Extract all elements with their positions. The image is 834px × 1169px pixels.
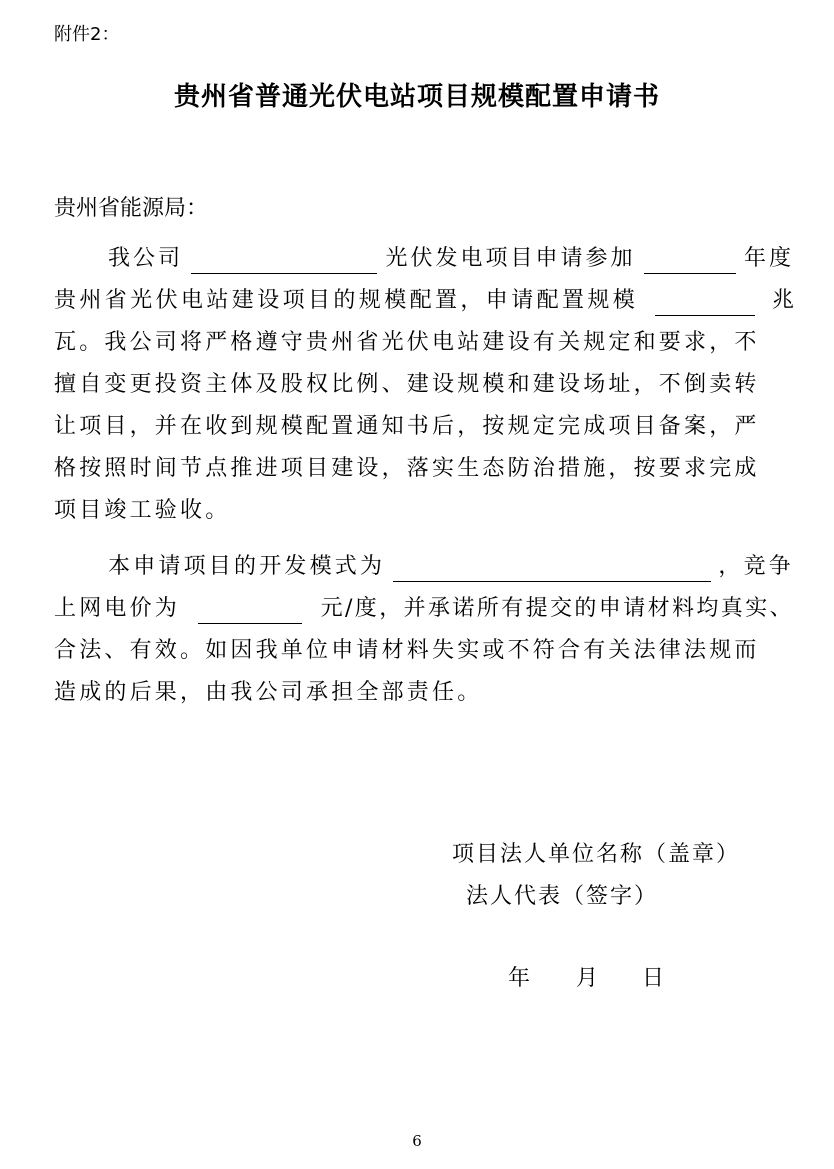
salutation: 贵州省能源局： [54,196,209,221]
paragraph-2-line-4: 造成的后果，由我公司承担全部责任。 [54,680,483,705]
legal-representative-label: 法人代表（签字） [466,884,659,909]
year-blank[interactable] [644,249,736,274]
paragraph-1-line-7: 项目竣工验收。 [54,498,231,523]
page-number: 6 [412,1132,422,1150]
megawatt-label-start: 兆 [771,288,794,313]
price-label: 上网电价为 [54,596,181,621]
competitive-text: ，竞争 [718,554,794,579]
date-month-label: 月 [576,966,601,991]
project-apply-text: 光伏发电项目申请参加 [385,246,636,271]
company-name-blank[interactable] [191,249,377,274]
paragraph-1-line-4: 擅自变更投资主体及股权比例、建设规模和建设场址，不倒卖转 [54,372,760,397]
company-label: 我公司 [108,246,184,271]
paragraph-2-line-1 [54,552,794,582]
paragraph-1-line-5: 让项目，并在收到规模配置通知书后，按规定完成项目备案，严 [54,414,760,439]
paragraph-2-line-2 [54,594,794,624]
document-title: 贵州省普通光伏电站项目规模配置申请书 [173,82,660,112]
paragraph-2-line-3: 合法、有效。如因我单位申请材料失实或不符合有关法律法规而 [54,638,760,663]
paragraph-1-line-6: 格按照时间节点推进项目建设，落实生态防治措施，按要求完成 [54,456,760,481]
development-mode-text: 本申请项目的开发模式为 [108,554,386,579]
development-mode-blank[interactable] [393,557,711,582]
price-blank[interactable] [198,599,302,624]
year-label: 年度 [743,246,794,271]
paragraph-1-line-1 [54,244,794,274]
paragraph-1-line-3: 瓦。我公司将严格遵守贵州省光伏电站建设有关规定和要求，不 [54,330,760,355]
unit-name-seal-label: 项目法人单位名称（盖章） [452,842,741,867]
paragraph-1-line-2 [54,286,794,316]
date-day-label: 日 [642,966,667,991]
attachment-label: 附件2： [54,24,120,45]
scale-request-text: 贵州省光伏电站建设项目的规模配置，申请配置规模 [54,288,639,313]
price-unit-text: 元/度，并承诺所有提交的申请材料均真实、 [320,596,794,621]
scale-blank[interactable] [655,291,755,316]
date-year-label: 年 [508,966,533,991]
